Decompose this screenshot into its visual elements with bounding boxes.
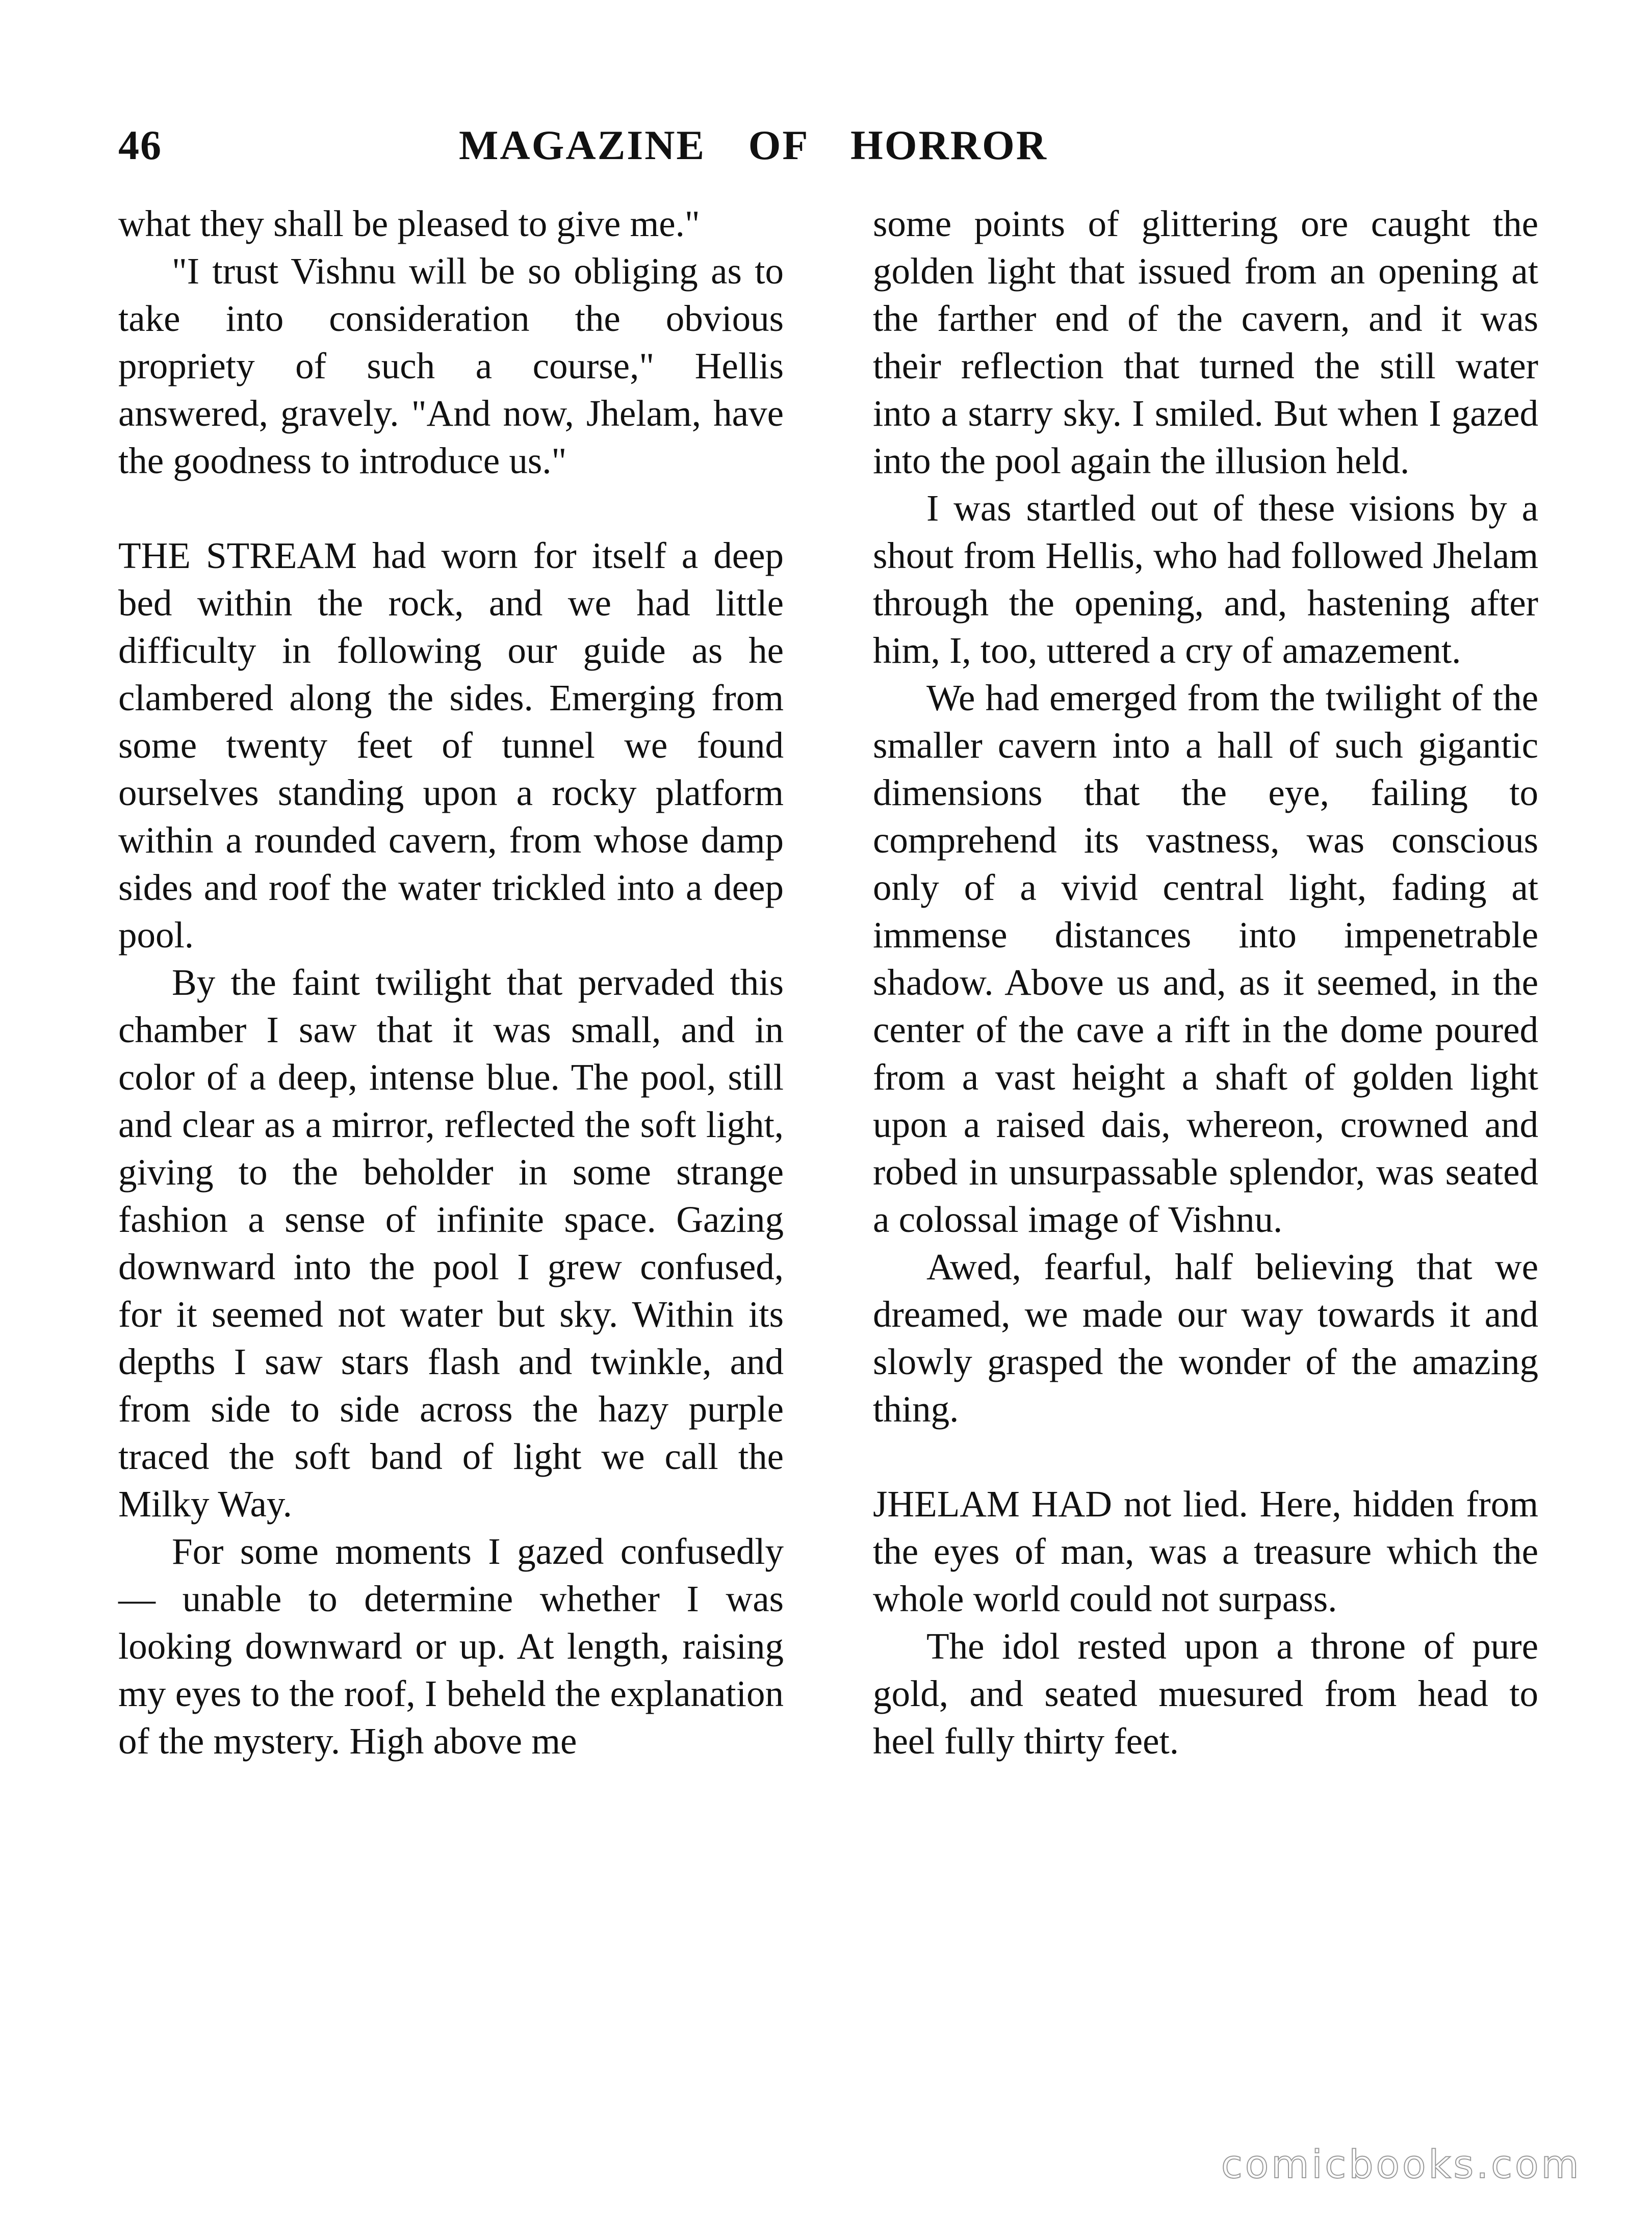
paragraph: Awed, fearful, half believing that we dreamed, we made our way towards it and slowly grasped the wonder of the amazing thing. [873, 1246, 1538, 1430]
paragraph: "I trust Vishnu will be so obliging as to take into consideration the obvious propriety of such a course," Hellis answered, gravely. "And now, Jhelam, have the goodness to introduce us." [118, 250, 784, 481]
running-head-title: MAGAZINE OF HORROR [459, 122, 1048, 168]
paragraph: I was startled out of these visions by a shout from Hellis, who had followed Jhelam through the opening, and, hastening after him, I, too, uttered a cry of amazement. [873, 487, 1538, 671]
paragraph: some points of glittering ore caught the golden light that issued from an opening at the farther end of the cavern, and it was their reflection that turned the still water into a starry sky. I smiled. But when I gazed into the pool again the illusion held. [873, 203, 1538, 481]
paragraph: We had emerged from the twilight of the smaller cavern into a hall of such gigantic dimensions that the eye, failing to comprehend its vastness, was conscious only of a vivid central light, fading at immense distances into impenetrable shadow. Above us and, as it seemed, in the center of the cave a rift in the dome poured from a vast height a shaft of golden light upon a raised dais, whereon, crowned and robed in unsurpassable splendor, was seated a colossal image of Vishnu. [873, 677, 1538, 1240]
paragraph: The idol rested upon a throne of pure gold, and seated muesured from head to heel fully thirty feet. [873, 1626, 1538, 1762]
paragraph: By the faint twilight that pervaded this chamber I saw that it was small, and in color of a deep, intense blue. The pool, still and clear as a mirror, reflected the soft light, giving to the beholder in some strange fashion a sense of infinite space. Gazing downward into the pool I grew confused, for it seemed not water but sky. Within its depths I saw stars flash and twinkle, and from side to side across the hazy purple traced the soft band of light we call the Milky Way. [118, 962, 784, 1525]
page-number: 46 [118, 122, 162, 168]
left-column [118, 200, 784, 1765]
section-opening-paragraph: THE STREAM had worn for itself a deep bed within the rock, and we had little difficulty in following our guide as he clambered along the sides. Emerging from some twenty feet of tunnel we found ourselves standing upon a rocky platform within a rounded cavern, from whose damp sides and roof the water trickled into a deep pool. [118, 535, 784, 956]
paragraph: For some moments I gazed confusedly — unable to determine whether I was looking downward or up. At length, raising my eyes to the roof, I beheld the explanation of the mystery. High above me [118, 1531, 784, 1762]
right-column [873, 200, 1538, 1765]
watermark: comicbooks.com [1221, 2142, 1582, 2187]
section-opening-paragraph: JHELAM HAD not lied. Here, hidden from the eyes of man, was a treasure which the whole world could not surpass. [873, 1483, 1538, 1619]
paragraph: what they shall be pleased to give me." [118, 203, 700, 244]
